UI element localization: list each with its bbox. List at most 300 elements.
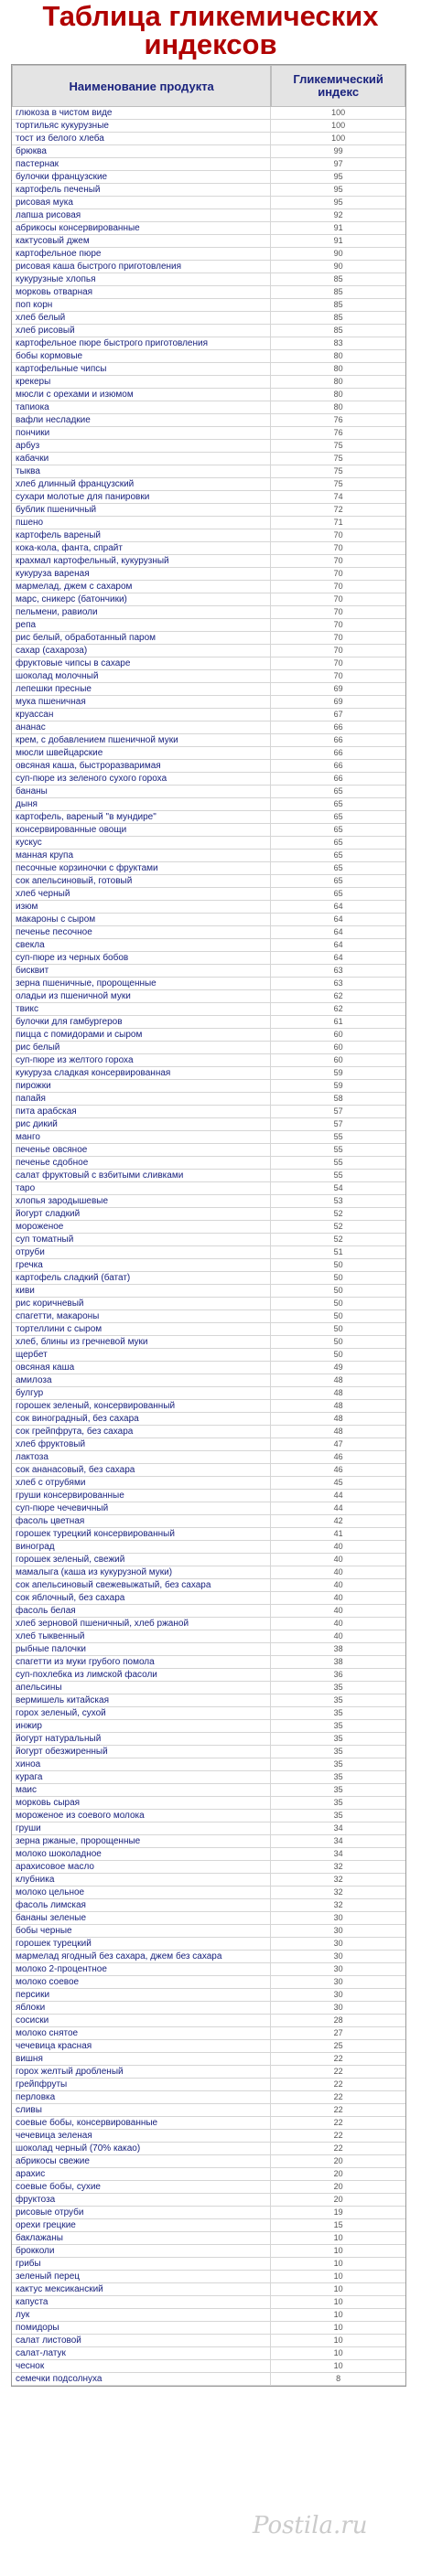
glycemic-index-cell: 65	[271, 824, 405, 837]
product-name-cell: пита арабская	[12, 1106, 271, 1118]
product-name-cell: крахмал картофельный, кукурузный	[12, 555, 271, 568]
product-name-cell: рисовые отруби	[12, 2207, 271, 2219]
table-row	[12, 1285, 405, 1298]
product-name-cell: дыня	[12, 798, 271, 811]
glycemic-index-cell: 70	[271, 542, 405, 555]
table-row	[12, 2181, 405, 2194]
glycemic-index-cell: 30	[271, 1976, 405, 1989]
product-name-cell: виноград	[12, 1541, 271, 1554]
table-row	[12, 222, 405, 235]
glycemic-index-cell: 34	[271, 1835, 405, 1848]
glycemic-index-cell: 64	[271, 901, 405, 914]
table-row	[12, 1758, 405, 1771]
table-row	[12, 1413, 405, 1426]
product-name-cell: булочки французские	[12, 171, 271, 184]
table-row	[12, 850, 405, 862]
product-name-cell: арбуз	[12, 440, 271, 453]
table-row	[12, 1682, 405, 1694]
glycemic-index-cell: 57	[271, 1118, 405, 1131]
glycemic-index-cell: 22	[271, 2079, 405, 2091]
table-row	[12, 747, 405, 760]
glycemic-index-cell: 30	[271, 1938, 405, 1951]
glycemic-index-cell: 48	[271, 1426, 405, 1438]
table-row	[12, 2015, 405, 2027]
table-row	[12, 1605, 405, 1618]
glycemic-index-cell: 72	[271, 504, 405, 517]
glycemic-index-cell: 57	[271, 1106, 405, 1118]
product-name-cell: горох зеленый, сухой	[12, 1707, 271, 1720]
glycemic-index-cell: 32	[271, 1899, 405, 1912]
table-row	[12, 1400, 405, 1413]
table-row	[12, 2232, 405, 2245]
table-row	[12, 158, 405, 171]
product-name-cell: зерна ржаные, пророщенные	[12, 1835, 271, 1848]
glycemic-index-cell: 60	[271, 1029, 405, 1042]
product-name-cell: рисовая каша быстрого приготовления	[12, 261, 271, 273]
product-name-cell: марс, сникерс (батончики)	[12, 593, 271, 606]
table-row	[12, 427, 405, 440]
table-row	[12, 453, 405, 465]
product-name-cell: соевые бобы, сухие	[12, 2181, 271, 2194]
glycemic-index-cell: 62	[271, 1003, 405, 1016]
product-name-cell: сок апельсиновый, готовый	[12, 875, 271, 888]
glycemic-index-cell: 49	[271, 1362, 405, 1374]
product-name-cell: молоко соевое	[12, 1976, 271, 1989]
glycemic-index-cell: 70	[271, 632, 405, 645]
glycemic-index-cell: 80	[271, 389, 405, 401]
product-name-cell: сахар (сахароза)	[12, 645, 271, 657]
product-name-cell: глюкоза в чистом виде	[12, 107, 271, 120]
glycemic-index-cell: 70	[271, 529, 405, 542]
table-row	[12, 683, 405, 696]
glycemic-index-cell: 55	[271, 1157, 405, 1170]
table-row	[12, 1912, 405, 1925]
table-row	[12, 2207, 405, 2219]
table-row	[12, 1259, 405, 1272]
table-row	[12, 2360, 405, 2373]
product-name-cell: суп-пюре чечевичный	[12, 1502, 271, 1515]
product-name-cell: чечевица зеленая	[12, 2130, 271, 2143]
glycemic-index-cell: 75	[271, 440, 405, 453]
product-name-cell: хиноа	[12, 1758, 271, 1771]
glycemic-index-cell: 71	[271, 517, 405, 529]
table-row	[12, 1374, 405, 1387]
table-row	[12, 2168, 405, 2181]
table-row	[12, 632, 405, 645]
glycemic-index-cell: 65	[271, 850, 405, 862]
product-name-cell: молоко 2-процентное	[12, 1963, 271, 1976]
product-name-cell: хлеб зерновой пшеничный, хлеб ржаной	[12, 1618, 271, 1630]
glycemic-index-cell: 61	[271, 1016, 405, 1029]
product-name-cell: лактоза	[12, 1451, 271, 1464]
product-name-cell: молоко снятое	[12, 2027, 271, 2040]
table-row	[12, 529, 405, 542]
glycemic-index-cell: 35	[271, 1771, 405, 1784]
product-name-cell: рис белый, обработанный паром	[12, 632, 271, 645]
table-row	[12, 862, 405, 875]
product-name-cell: картофельное пюре	[12, 248, 271, 261]
table-row	[12, 197, 405, 209]
glycemic-index-cell: 64	[271, 939, 405, 952]
product-name-cell: хлеб тыквенный	[12, 1630, 271, 1643]
product-name-cell: инжир	[12, 1720, 271, 1733]
glycemic-index-cell: 85	[271, 286, 405, 299]
product-name-cell: помидоры	[12, 2322, 271, 2335]
table-row	[12, 1003, 405, 1016]
glycemic-index-cell: 40	[271, 1592, 405, 1605]
product-name-cell: мука пшеничная	[12, 696, 271, 709]
table-row	[12, 811, 405, 824]
glycemic-index-cell: 35	[271, 1720, 405, 1733]
glycemic-index-cell: 85	[271, 273, 405, 286]
table-row	[12, 1643, 405, 1656]
product-name-cell: горох желтый дробленый	[12, 2066, 271, 2079]
table-row	[12, 120, 405, 133]
glycemic-index-cell: 58	[271, 1093, 405, 1106]
glycemic-index-cell: 35	[271, 1758, 405, 1771]
product-name-cell: пастернак	[12, 158, 271, 171]
table-row	[12, 901, 405, 914]
table-row	[12, 1182, 405, 1195]
glycemic-index-cell: 19	[271, 2207, 405, 2219]
product-name-cell: бублик пшеничный	[12, 504, 271, 517]
product-name-cell: грибы	[12, 2258, 271, 2271]
glycemic-index-cell: 40	[271, 1541, 405, 1554]
glycemic-index-cell: 48	[271, 1400, 405, 1413]
table-row	[12, 619, 405, 632]
product-name-cell: сок виноградный, без сахара	[12, 1413, 271, 1426]
glycemic-index-cell: 48	[271, 1374, 405, 1387]
table-row	[12, 235, 405, 248]
product-name-cell: соевые бобы, консервированные	[12, 2117, 271, 2130]
glycemic-index-cell: 95	[271, 171, 405, 184]
product-name-cell: тост из белого хлеба	[12, 133, 271, 145]
table-row	[12, 325, 405, 337]
product-name-cell: кактус мексиканский	[12, 2283, 271, 2296]
product-name-cell: картофельные чипсы	[12, 363, 271, 376]
table-row	[12, 1067, 405, 1080]
product-name-cell: твикс	[12, 1003, 271, 1016]
product-name-cell: сок апельсиновый свежевыжатый, без сахара	[12, 1579, 271, 1592]
glycemic-index-cell: 80	[271, 350, 405, 363]
glycemic-index-cell: 60	[271, 1042, 405, 1054]
table-row	[12, 1810, 405, 1822]
product-name-cell: пицца с помидорами и сыром	[12, 1029, 271, 1042]
table-row	[12, 1707, 405, 1720]
product-name-cell: шоколад молочный	[12, 670, 271, 683]
glycemic-index-cell: 30	[271, 1912, 405, 1925]
product-name-cell: фасоль цветная	[12, 1515, 271, 1528]
product-name-cell: бананы	[12, 786, 271, 798]
table-row	[12, 350, 405, 363]
glycemic-index-cell: 60	[271, 1054, 405, 1067]
table-row	[12, 312, 405, 325]
table-row	[12, 1490, 405, 1502]
glycemic-index-cell: 70	[271, 593, 405, 606]
product-name-cell: курага	[12, 1771, 271, 1784]
table-header-row	[12, 65, 405, 107]
table-row	[12, 389, 405, 401]
glycemic-index-cell: 20	[271, 2194, 405, 2207]
glycemic-index-cell: 59	[271, 1080, 405, 1093]
table-row	[12, 824, 405, 837]
product-name-cell: суп-пюре из черных бобов	[12, 952, 271, 965]
glycemic-index-cell: 65	[271, 786, 405, 798]
product-name-cell: спагетти, макароны	[12, 1310, 271, 1323]
glycemic-index-cell: 40	[271, 1630, 405, 1643]
table-row	[12, 645, 405, 657]
glycemic-index-cell: 75	[271, 478, 405, 491]
product-name-cell: бисквит	[12, 965, 271, 978]
glycemic-index-cell: 22	[271, 2130, 405, 2143]
table-row	[12, 965, 405, 978]
product-name-cell: сок грейпфрута, без сахара	[12, 1426, 271, 1438]
glycemic-index-cell: 50	[271, 1349, 405, 1362]
column-header-index: Гликемический индекс	[271, 65, 405, 107]
glycemic-index-cell: 70	[271, 555, 405, 568]
glycemic-index-cell: 10	[271, 2283, 405, 2296]
product-name-cell: баклажаны	[12, 2232, 271, 2245]
product-name-cell: груши	[12, 1822, 271, 1835]
glycemic-index-cell: 65	[271, 811, 405, 824]
product-name-cell: овсяная каша, быстроразваримая	[12, 760, 271, 773]
glycemic-index-cell: 10	[271, 2360, 405, 2373]
table-row	[12, 2347, 405, 2360]
product-name-cell: пончики	[12, 427, 271, 440]
table-row	[12, 2117, 405, 2130]
product-name-cell: бобы кормовые	[12, 350, 271, 363]
product-name-cell: зеленый перец	[12, 2271, 271, 2283]
table-row	[12, 798, 405, 811]
product-name-cell: кока-кола, фанта, спрайт	[12, 542, 271, 555]
product-name-cell: поп корн	[12, 299, 271, 312]
product-name-cell: крем, с добавлением пшеничной муки	[12, 734, 271, 747]
product-name-cell: картофельное пюре быстрого приготовления	[12, 337, 271, 350]
glycemic-index-cell: 20	[271, 2181, 405, 2194]
glycemic-index-cell: 48	[271, 1413, 405, 1426]
table-row	[12, 2373, 405, 2386]
product-name-cell: грейпфруты	[12, 2079, 271, 2091]
table-row	[12, 2194, 405, 2207]
product-name-cell: гречка	[12, 1259, 271, 1272]
product-name-cell: кабачки	[12, 453, 271, 465]
glycemic-index-cell: 15	[271, 2219, 405, 2232]
table-row	[12, 2296, 405, 2309]
product-name-cell: кукуруза вареная	[12, 568, 271, 581]
glycemic-index-cell: 50	[271, 1323, 405, 1336]
glycemic-index-cell: 32	[271, 1861, 405, 1874]
table-row	[12, 939, 405, 952]
product-name-cell: клубника	[12, 1874, 271, 1887]
glycemic-index-cell: 50	[271, 1310, 405, 1323]
table-row	[12, 990, 405, 1003]
glycemic-index-cell: 20	[271, 2168, 405, 2181]
table-row	[12, 1784, 405, 1797]
glycemic-index-cell: 91	[271, 235, 405, 248]
glycemic-index-cell: 34	[271, 1848, 405, 1861]
glycemic-index-cell: 64	[271, 914, 405, 926]
glycemic-index-cell: 30	[271, 2002, 405, 2015]
table-row	[12, 581, 405, 593]
glycemic-index-cell: 70	[271, 606, 405, 619]
glycemic-index-cell: 99	[271, 145, 405, 158]
glycemic-index-cell: 63	[271, 965, 405, 978]
product-name-cell: фруктоза	[12, 2194, 271, 2207]
glycemic-index-cell: 42	[271, 1515, 405, 1528]
table-row	[12, 1938, 405, 1951]
table-row	[12, 1246, 405, 1259]
product-name-cell: мармелад, джем с сахаром	[12, 581, 271, 593]
glycemic-index-cell: 65	[271, 837, 405, 850]
product-name-cell: хлеб белый	[12, 312, 271, 325]
glycemic-index-cell: 30	[271, 1989, 405, 2002]
table-row	[12, 401, 405, 414]
glycemic-index-cell: 64	[271, 926, 405, 939]
product-name-cell: таро	[12, 1182, 271, 1195]
product-name-cell: крекеры	[12, 376, 271, 389]
table-row	[12, 2091, 405, 2104]
product-name-cell: яблоки	[12, 2002, 271, 2015]
product-name-cell: суп-пюре из желтого гороха	[12, 1054, 271, 1067]
glycemic-index-cell: 32	[271, 1887, 405, 1899]
glycemic-index-cell: 55	[271, 1131, 405, 1144]
product-name-cell: хлеб длинный французский	[12, 478, 271, 491]
product-name-cell: вафли несладкие	[12, 414, 271, 427]
watermark-logo: Postila.ru	[253, 2512, 368, 2539]
table-row	[12, 1925, 405, 1938]
glycemic-index-cell: 85	[271, 299, 405, 312]
product-name-cell: хлеб черный	[12, 888, 271, 901]
glycemic-index-cell: 44	[271, 1490, 405, 1502]
product-name-cell: репа	[12, 619, 271, 632]
glycemic-index-cell: 10	[271, 2245, 405, 2258]
glycemic-index-cell: 38	[271, 1656, 405, 1669]
table-row	[12, 888, 405, 901]
table-row	[12, 1093, 405, 1106]
glycemic-index-cell: 36	[271, 1669, 405, 1682]
product-name-cell: бобы черные	[12, 1925, 271, 1938]
glycemic-index-cell: 50	[271, 1285, 405, 1298]
glycemic-index-cell: 52	[271, 1221, 405, 1234]
glycemic-index-cell: 80	[271, 401, 405, 414]
table-row	[12, 1746, 405, 1758]
product-name-cell: сливы	[12, 2104, 271, 2117]
glycemic-index-cell: 35	[271, 1746, 405, 1758]
glycemic-index-cell: 41	[271, 1528, 405, 1541]
product-name-cell: печенье сдобное	[12, 1157, 271, 1170]
table-row	[12, 2322, 405, 2335]
table-row	[12, 1618, 405, 1630]
glycemic-index-cell: 10	[271, 2322, 405, 2335]
table-row	[12, 517, 405, 529]
table-row	[12, 440, 405, 453]
glycemic-index-cell: 65	[271, 888, 405, 901]
table-row	[12, 1451, 405, 1464]
table-row	[12, 760, 405, 773]
table-row	[12, 2027, 405, 2040]
table-row	[12, 2104, 405, 2117]
product-name-cell: тыква	[12, 465, 271, 478]
table-row	[12, 1144, 405, 1157]
product-name-cell: абрикосы консервированные	[12, 222, 271, 235]
table-row	[12, 1336, 405, 1349]
product-name-cell: папайя	[12, 1093, 271, 1106]
product-name-cell: морковь сырая	[12, 1797, 271, 1810]
product-name-cell: морковь отварная	[12, 286, 271, 299]
table-row	[12, 734, 405, 747]
table-row	[12, 273, 405, 286]
table-row	[12, 171, 405, 184]
table-row	[12, 1963, 405, 1976]
table-row	[12, 2130, 405, 2143]
table-row	[12, 952, 405, 965]
product-name-cell: щербет	[12, 1349, 271, 1362]
table-row	[12, 1362, 405, 1374]
table-row	[12, 1874, 405, 1887]
table-row	[12, 1054, 405, 1067]
product-name-cell: апельсины	[12, 1682, 271, 1694]
table-row	[12, 1669, 405, 1682]
product-name-cell: овсяная каша	[12, 1362, 271, 1374]
glycemic-index-cell: 35	[271, 1682, 405, 1694]
table-row	[12, 1989, 405, 2002]
table-row	[12, 1464, 405, 1477]
glycemic-index-cell: 75	[271, 453, 405, 465]
glycemic-index-cell: 97	[271, 158, 405, 171]
glycemic-index-cell: 8	[271, 2373, 405, 2386]
glycemic-index-cell: 50	[271, 1298, 405, 1310]
glycemic-index-cell: 65	[271, 862, 405, 875]
product-name-cell: булочки для гамбургеров	[12, 1016, 271, 1029]
glycemic-index-cell: 66	[271, 773, 405, 786]
glycemic-index-cell: 22	[271, 2091, 405, 2104]
product-name-cell: хлеб фруктовый	[12, 1438, 271, 1451]
table-row	[12, 1656, 405, 1669]
product-name-cell: горошек зеленый, консервированный	[12, 1400, 271, 1413]
table-row	[12, 1221, 405, 1234]
table-row	[12, 2155, 405, 2168]
product-name-cell: свекла	[12, 939, 271, 952]
table-row	[12, 133, 405, 145]
table-row	[12, 209, 405, 222]
table-row	[12, 1323, 405, 1336]
product-name-cell: макароны с сыром	[12, 914, 271, 926]
product-name-cell: лук	[12, 2309, 271, 2322]
product-name-cell: мамалыга (каша из кукурузной муки)	[12, 1566, 271, 1579]
glycemic-index-cell: 85	[271, 312, 405, 325]
glycemic-index-cell: 83	[271, 337, 405, 350]
glycemic-index-cell: 76	[271, 427, 405, 440]
product-name-cell: мороженое	[12, 1221, 271, 1234]
glycemic-index-cell: 70	[271, 657, 405, 670]
glycemic-index-cell: 50	[271, 1259, 405, 1272]
table-row	[12, 1797, 405, 1810]
glycemic-index-cell: 100	[271, 107, 405, 120]
table-body	[12, 107, 405, 2386]
glycemic-index-cell: 40	[271, 1579, 405, 1592]
product-name-cell: консервированные овощи	[12, 824, 271, 837]
product-name-cell: мюсли с орехами и изюмом	[12, 389, 271, 401]
glycemic-index-cell: 30	[271, 1963, 405, 1976]
table-row	[12, 414, 405, 427]
product-name-cell: хлеб, блины из гречневой муки	[12, 1336, 271, 1349]
glycemic-index-cell: 50	[271, 1272, 405, 1285]
table-row	[12, 1016, 405, 1029]
glycemic-index-cell: 48	[271, 1387, 405, 1400]
table-row	[12, 1899, 405, 1912]
table-row	[12, 1554, 405, 1566]
product-name-cell: чечевица красная	[12, 2040, 271, 2053]
